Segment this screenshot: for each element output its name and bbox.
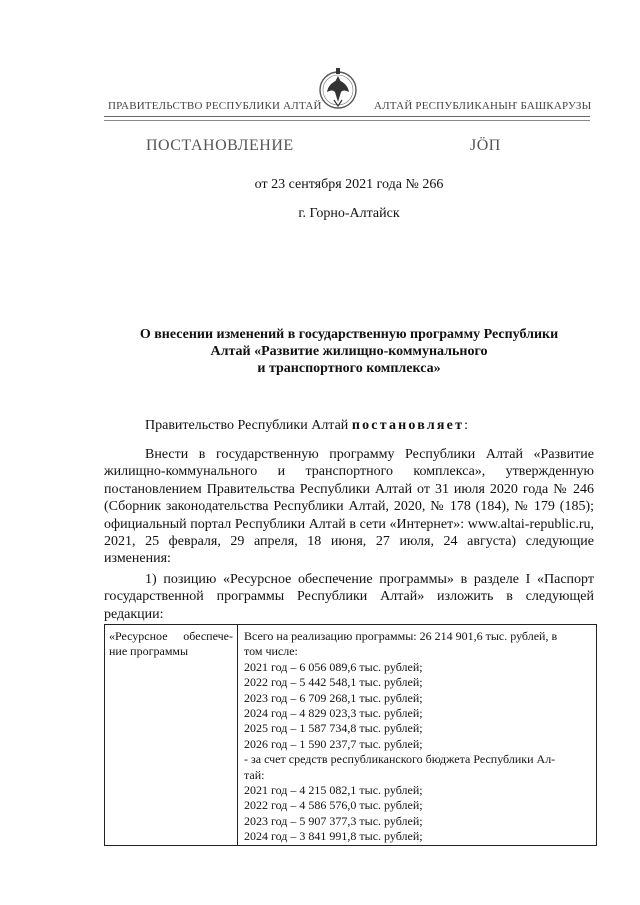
document-date: от 23 сентября 2021 года № 266	[254, 177, 444, 192]
document-title	[104, 326, 594, 377]
title-line: Алтай «Развитие жилищно-коммунального	[210, 344, 488, 359]
title-line: и транспортного комплекса»	[257, 361, 441, 376]
resolution-intro	[104, 417, 594, 434]
document-city: г. Горно-Алтайск	[298, 206, 400, 221]
resource-table	[104, 624, 597, 846]
table-line: Всего на реализацию программы: 26 214 901,6 тыс. рублей, в	[244, 629, 558, 643]
intro-colon: :	[464, 418, 469, 433]
table-line: 2023 год – 6 709 268,1 тыс. рублей;	[244, 690, 423, 705]
table-line: 2021 год – 4 215 082,1 тыс. рублей;	[244, 783, 423, 798]
table-line: том числе:	[244, 644, 298, 659]
intro-lead: Правительство Республики Алтай	[145, 418, 352, 433]
table-line: 2024 год – 4 829 023,3 тыс. рублей;	[244, 706, 423, 721]
table-line: - за счет средств республиканского бюджета Республики Ал-	[244, 752, 556, 767]
coat-of-arms-emblem-icon	[318, 64, 358, 116]
table-line: 2025 год – 1 587 734,8 тыс. рублей;	[244, 721, 423, 736]
table-line: 2024 год – 3 841 991,8 тыс. рублей;	[244, 829, 423, 844]
intro-verb: постановляет	[351, 418, 465, 433]
header-divider	[104, 116, 590, 117]
table-line: 2022 год – 5 442 548,1 тыс. рублей;	[244, 675, 423, 690]
table-line: 2026 год – 1 590 237,7 тыс. рублей;	[244, 736, 423, 751]
header-divider-thin	[104, 120, 590, 121]
table-line: тай:	[244, 767, 265, 782]
table-line: 2022 год – 4 586 576,0 тыс. рублей;	[244, 798, 423, 813]
doc-type-alt: JӦП	[470, 137, 501, 154]
amendment-paragraph: Внести в государственную программу Республики Алтай «Развитие жилищно-коммунального и транспортного комплекса», утвержденную постановлением Правительства Республики Алтай от 31 июля 2020 года № 246 (Сборник законодательства Республики Алтай, 2020, № 178 (184), № 179 (185); официальный портал Республики Алтай в сети «Интернет»: www.altai-republic.ru, 2021, 25 февраля, 29 апреля, 18 июня, 27 июля, 24 августа) следующие изменения:	[104, 447, 594, 567]
doc-type-ru: ПОСТАНОВЛЕНИЕ	[146, 137, 294, 154]
amendment-item-1: 1) позицию «Ресурсное обеспечение программы» в разделе I «Паспорт государственной программы Республики Алтай» изложить в следующей редакции:	[104, 572, 594, 622]
table-label-cell: «Ресурсное обеспечение программы	[105, 625, 238, 845]
header-org-ru: ПРАВИТЕЛЬСТВО РЕСПУБЛИКИ АЛТАЙ	[108, 100, 322, 112]
table-line: 2021 год – 6 056 089,6 тыс. рублей;	[244, 659, 423, 674]
title-line: О внесении изменений в государственную программу Республики	[139, 327, 559, 342]
header-org-alt: АЛТАЙ РЕСПУБЛИКАНЫҤ БАШКАРУЗЫ	[374, 100, 592, 112]
table-value-cell	[238, 625, 596, 845]
table-line: 2023 год – 5 907 377,3 тыс. рублей;	[244, 813, 423, 828]
